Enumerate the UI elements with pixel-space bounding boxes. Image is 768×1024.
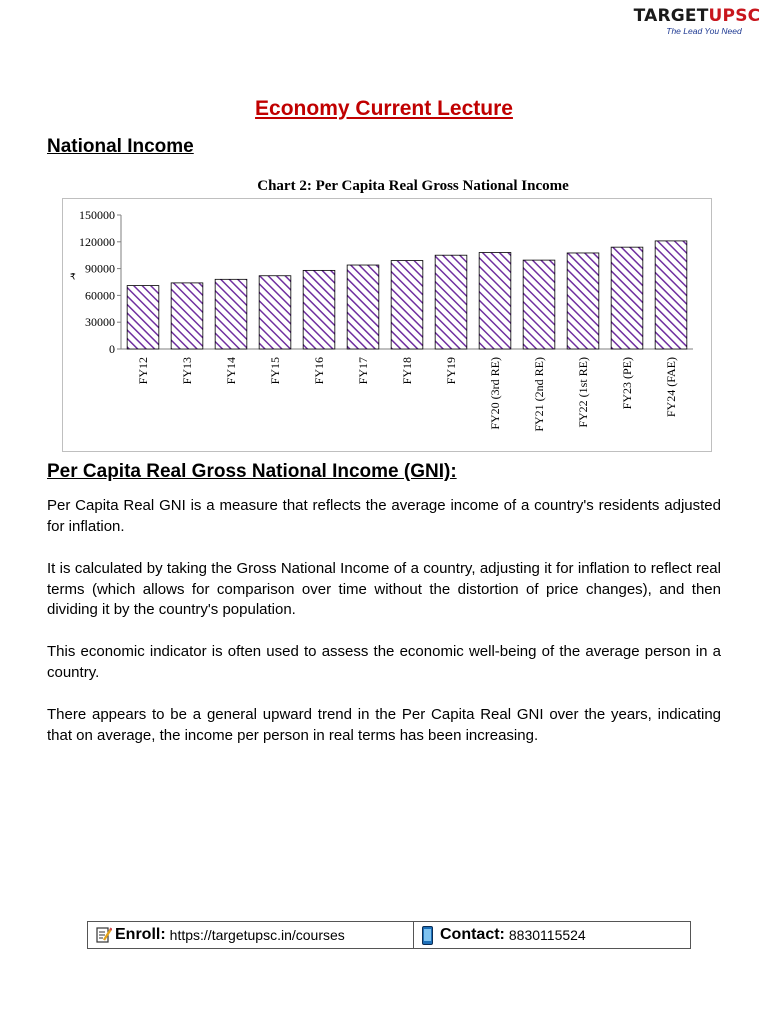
x-tick-label: FY19 [444, 357, 458, 385]
brand-logo [632, 6, 762, 36]
x-tick-label: FY20 (3rd RE) [488, 357, 502, 430]
brand-name [632, 6, 762, 26]
x-tick-label: FY15 [268, 357, 282, 385]
enroll-label: Enroll: [115, 926, 166, 943]
bar-fy24-fae- [655, 241, 687, 349]
y-tick-label: 90000 [85, 261, 115, 276]
x-tick-label: FY14 [224, 357, 238, 385]
x-tick-label: FY12 [136, 357, 150, 385]
pencil-note-icon [96, 926, 112, 944]
x-tick-label: FY22 (1st RE) [576, 357, 590, 428]
enroll-link[interactable]: https://targetupsc.in/courses [169, 927, 345, 943]
contact-label: Contact: [440, 926, 505, 943]
y-axis-label: ₹ [70, 272, 76, 283]
x-tick-label: FY18 [400, 357, 414, 385]
paragraph-calculation: It is calculated by taking the Gross National Income of a country, adjusting it for inflation to reflect real terms (which allows for comparison over time without the distortion of price changes), and then dividing it by the country's population. [47, 560, 721, 618]
bar-chart [63, 199, 711, 451]
chart-title: Chart 2: Per Capita Real Gross National Income [257, 178, 569, 194]
bar-fy21-2nd-re- [523, 260, 555, 349]
bar-fy15 [259, 276, 291, 349]
bar-fy14 [215, 279, 247, 349]
y-tick-label: 0 [109, 342, 115, 356]
x-tick-label: FY24 (FAE) [664, 357, 678, 418]
footer-contact [414, 922, 586, 948]
x-tick-label: FY21 (2nd RE) [532, 357, 546, 432]
section-heading-per-capita-gni: Per Capita Real Gross National Income (GNI): [47, 461, 457, 482]
contact-number: 8830115524 [508, 927, 586, 943]
x-tick-label: FY13 [180, 357, 194, 385]
bar-fy20-3rd-re- [479, 253, 511, 349]
paragraph-definition: Per Capita Real GNI is a measure that reflects the average income of a country's residents adjusted for inflation. [47, 497, 721, 535]
brand-tagline: The Lead You Need [666, 26, 742, 36]
brand-name-part2: UPSC [708, 6, 761, 26]
paragraph-trend: There appears to be a general upward trend in the Per Capita Real GNI over the years, indicating that on average, the income per person in real terms has been increasing. [47, 706, 721, 744]
phone-icon [422, 926, 433, 945]
bar-fy16 [303, 270, 335, 349]
bar-fy13 [171, 283, 203, 349]
bar-fy18 [391, 261, 423, 349]
bar-fy22-1st-re- [567, 253, 599, 349]
x-tick-label: FY16 [312, 357, 326, 385]
section-heading-national-income: National Income [47, 136, 194, 157]
document-title: Economy Current Lecture [255, 97, 513, 120]
paragraph-indicator-use: This economic indicator is often used to assess the economic well-being of the average person in a country. [47, 643, 721, 681]
x-tick-label: FY23 (PE) [620, 357, 634, 410]
y-tick-label: 120000 [79, 234, 115, 249]
y-tick-label: 30000 [85, 315, 115, 330]
bar-fy17 [347, 265, 379, 349]
chart-frame [62, 198, 712, 452]
bar-fy23-pe- [611, 247, 643, 349]
y-tick-label: 60000 [85, 288, 115, 303]
y-tick-label: 150000 [79, 208, 115, 222]
footer-enroll [88, 922, 414, 948]
bar-fy12 [127, 286, 159, 349]
footer-bar [87, 921, 691, 949]
x-tick-label: FY17 [356, 357, 370, 385]
bar-fy19 [435, 255, 467, 349]
brand-name-part1: TARGET [633, 6, 709, 26]
